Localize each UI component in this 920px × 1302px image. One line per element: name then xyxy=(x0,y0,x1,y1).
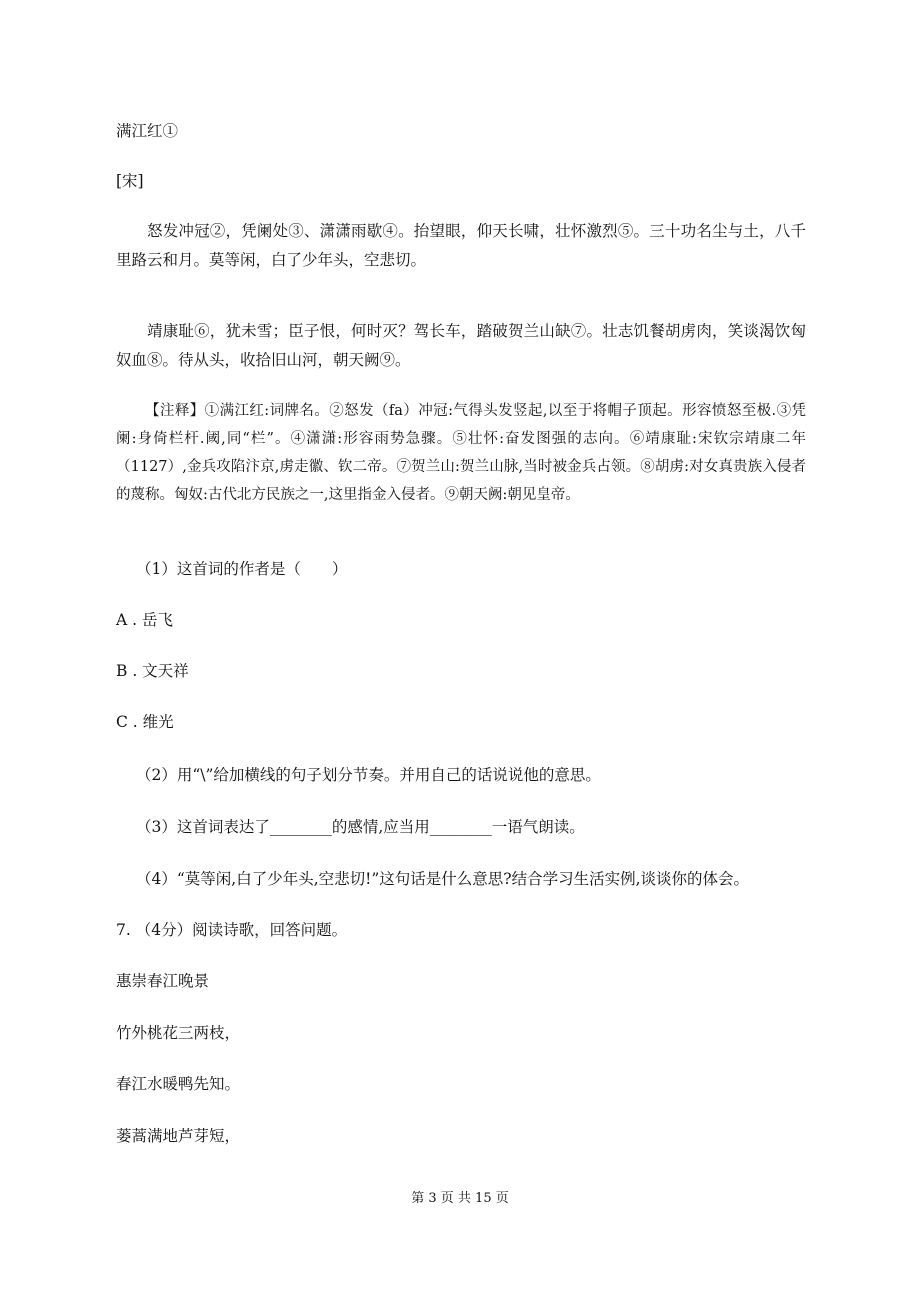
poem-stanza-2: 靖康耻⑥，犹未雪；臣子恨，何时灭？驾长车，踏破贺兰山缺⑦。壮志饥餐胡虏肉，笑谈渴饮匈奴血⑧。待从头，收拾旧山河，朝天阙⑨。 xyxy=(116,322,806,369)
question-1: （1）这首词的作者是（ ） xyxy=(136,560,348,578)
question-2: （2）用“\”给加横线的句子划分节奏。并用自己的话说说他的意思。 xyxy=(136,766,601,784)
question-7-heading: 7. （4分）阅读诗歌，回答问题。 xyxy=(116,921,348,939)
question-7-poem-line-1: 竹外桃花三两枝， xyxy=(116,1024,241,1042)
question-3: （3）这首词表达了________的感情,应当用________一语气朗读。 xyxy=(136,818,585,836)
poem-title: 满江红① xyxy=(116,122,179,140)
question-7-poem-title: 惠崇春江晚景 xyxy=(116,972,210,990)
option-a: A . 岳飞 xyxy=(116,611,173,629)
poem-stanza-1: 怒发冲冠②，凭阑处③、潇潇雨歇④。抬望眼，仰天长啸，壮怀激烈⑤。三十功名尘与土，八千里路云和月。莫等闲，白了少年头，空悲切。 xyxy=(116,222,806,269)
question-7-poem-line-2: 春江水暖鸭先知。 xyxy=(116,1075,241,1093)
option-b: B . 文天祥 xyxy=(116,662,189,680)
poem-annotation: 【注释】①满江红:词牌名。②怒发（fa）冲冠:气得头发竖起,以至于将帽子顶起。形容愤怒至极.③凭阑:身倚栏杆.阈,同“栏”。④潇潇:形容雨势急骤。⑤壮怀:奋发图强的志向。⑥靖康耻:宋钦宗靖康二年（1127）,金兵攻陷汴京,虏走徽、钦二帝。⑦贺兰山:贺兰山脉,当时被金兵占领。⑧胡虏:对女真贵族入侵者的蔑称。匈奴:古代北方民族之一,这里指金入侵者。⑨朝天阙:朝见皇帝。 xyxy=(116,403,806,503)
question-7-poem-line-3: 蒌蒿满地芦芽短， xyxy=(116,1127,241,1145)
poem-dynasty: [宋] xyxy=(116,172,144,190)
question-4: （4）“莫等闲,白了少年头,空悲切!”这句话是什么意思?结合学习生活实例,谈谈你的体会。 xyxy=(136,870,750,888)
page-number-footer: 第 3 页 共 15 页 xyxy=(411,1191,509,1206)
option-c: C . 维光 xyxy=(116,713,174,731)
